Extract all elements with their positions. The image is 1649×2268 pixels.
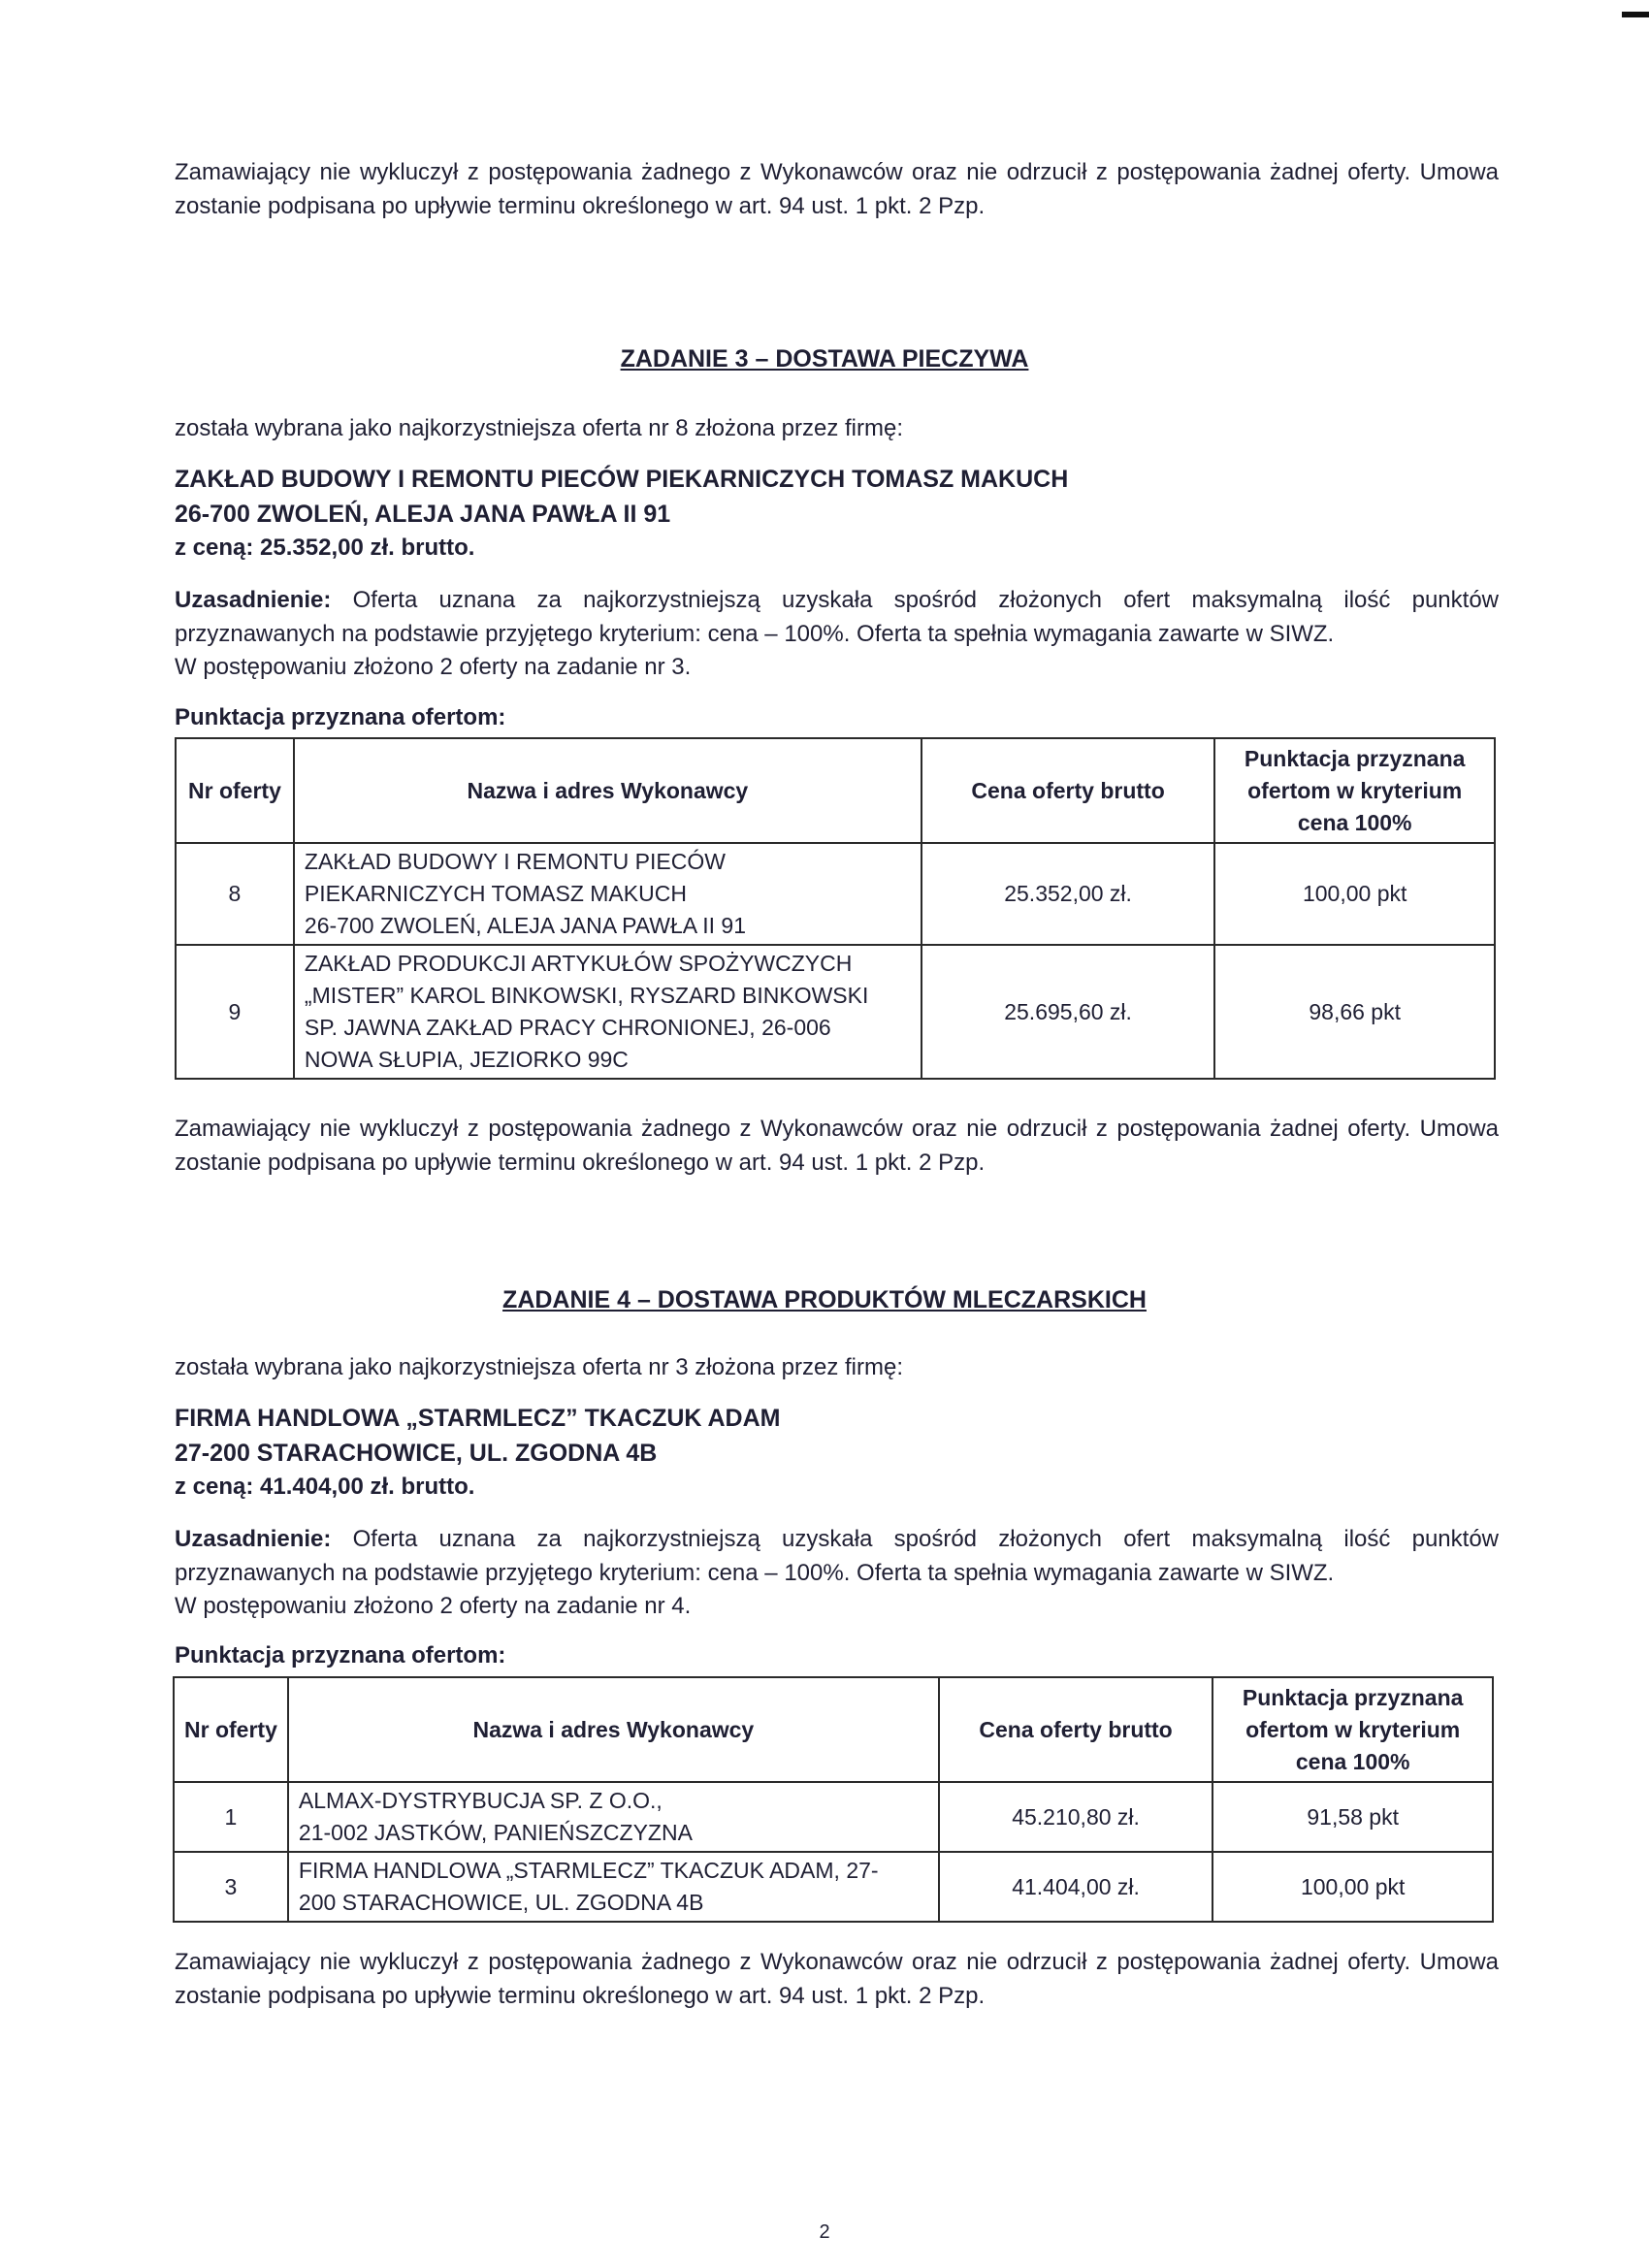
contractor-line: SP. JAWNA ZAKŁAD PRACY CHRONIONEJ, 26-006 xyxy=(304,1015,831,1040)
scan-corner-mark xyxy=(1622,12,1649,17)
task-3-justification-label: Uzasadnienie: xyxy=(175,587,332,613)
task-3-offers-table xyxy=(175,737,1496,1080)
contractor-line: NOWA SŁUPIA, JEZIORKO 99C xyxy=(304,1047,629,1072)
contractor-line: ZAKŁAD BUDOWY I REMONTU PIECÓW xyxy=(304,849,726,874)
offer-contractor xyxy=(294,843,922,945)
contractor-line: 200 STARACHOWICE, UL. ZGODNA 4B xyxy=(298,1890,704,1915)
offer-price: 25.352,00 zł. xyxy=(922,843,1215,945)
contractor-line: 21-002 JASTKÓW, PANIEŃSZCZYZNA xyxy=(298,1820,693,1845)
task-3-justification xyxy=(175,583,1499,651)
contractor-line: ZAKŁAD PRODUKCJI ARTYKUŁÓW SPOŻYWCZYCH xyxy=(304,951,853,976)
intro-paragraph: Zamawiający nie wykluczył z postępowania żadnego z Wykonawców oraz nie odrzucił z postępowania żadnej oferty. Umowa zostanie podpisana po upływie terminu określonego w art. 94 ust. 1 pkt. 2 Pzp. xyxy=(175,159,1499,219)
offer-points: 91,58 pkt xyxy=(1212,1782,1493,1852)
table-row xyxy=(176,843,1495,945)
offer-points: 100,00 pkt xyxy=(1212,1852,1493,1922)
table-header-row xyxy=(174,1677,1493,1782)
task-4-offers-table xyxy=(173,1676,1494,1923)
offer-price: 45.210,80 zł. xyxy=(939,1782,1213,1852)
offer-points: 100,00 pkt xyxy=(1214,843,1495,945)
col-header-price: Cena oferty brutto xyxy=(922,738,1215,843)
task-4-justification-label: Uzasadnienie: xyxy=(175,1526,332,1552)
task-4-price-line: z ceną: 41.404,00 zł. brutto. xyxy=(175,1474,475,1500)
col-header-nr: Nr oferty xyxy=(176,738,294,843)
col-header-price: Cena oferty brutto xyxy=(939,1677,1213,1782)
task-4-table-caption: Punktacja przyznana ofertom: xyxy=(175,1642,506,1669)
task-4-closing-paragraph: Zamawiający nie wykluczył z postępowania żadnego z Wykonawców oraz nie odrzucił z postępowania żadnej oferty. Umowa zostanie podpisana po upływie terminu określonego w art. 94 ust. 1 pkt. 2 Pzp. xyxy=(175,1949,1499,2009)
offer-nr: 3 xyxy=(174,1852,288,1922)
offer-contractor xyxy=(288,1782,939,1852)
task-3-firm-name: ZAKŁAD BUDOWY I REMONTU PIECÓW PIEKARNICZYCH TOMASZ MAKUCH xyxy=(175,466,1069,493)
contractor-line: ALMAX-DYSTRYBUCJA SP. Z O.O., xyxy=(298,1788,663,1813)
contractor-line: „MISTER” KAROL BINKOWSKI, RYSZARD BINKOWSKI xyxy=(304,983,869,1008)
col-header-name: Nazwa i adres Wykonawcy xyxy=(288,1677,939,1782)
contractor-line: 26-700 ZWOLEŃ, ALEJA JANA PAWŁA II 91 xyxy=(304,913,746,938)
offer-points: 98,66 pkt xyxy=(1214,945,1495,1079)
task-3-justification-text: Oferta uznana za najkorzystniejszą uzyskała spośród złożonych ofert maksymalną ilość punktów przyznawanych na podstawie przyjętego kryterium: cena – 100%. Oferta ta spełnia wymagania zawarte w SIWZ. xyxy=(175,587,1500,647)
col-header-nr: Nr oferty xyxy=(174,1677,288,1782)
offer-contractor xyxy=(288,1852,939,1922)
task-4-justification xyxy=(175,1522,1499,1590)
task-4-selected-text: została wybrana jako najkorzystniejsza oferta nr 3 złożona przez firmę: xyxy=(175,1354,904,1380)
offer-price: 25.695,60 zł. xyxy=(922,945,1215,1079)
task-4-firm-name: FIRMA HANDLOWA „STARMLECZ” TKACZUK ADAM xyxy=(175,1405,781,1432)
task-3-table-caption: Punktacja przyznana ofertom: xyxy=(175,704,506,730)
task-3-closing-paragraph: Zamawiający nie wykluczył z postępowania żadnego z Wykonawców oraz nie odrzucił z postępowania żadnej oferty. Umowa zostanie podpisana po upływie terminu określonego w art. 94 ust. 1 pkt. 2 Pzp. xyxy=(175,1116,1499,1176)
col-header-name: Nazwa i adres Wykonawcy xyxy=(294,738,922,843)
task-3-price-line: z ceną: 25.352,00 zł. brutto. xyxy=(175,535,475,561)
task-3-heading: ZADANIE 3 – DOSTAWA PIECZYWA xyxy=(620,345,1029,373)
task-3-offers-count: W postępowaniu złożono 2 oferty na zadanie nr 3. xyxy=(175,654,692,680)
table-row xyxy=(174,1852,1493,1922)
task-3-firm-address: 26-700 ZWOLEŃ, ALEJA JANA PAWŁA II 91 xyxy=(175,501,671,528)
offer-contractor xyxy=(294,945,922,1079)
offer-nr: 9 xyxy=(176,945,294,1079)
task-4-heading: ZADANIE 4 – DOSTAWA PRODUKTÓW MLECZARSKICH xyxy=(502,1286,1147,1313)
task-3-selected-text: została wybrana jako najkorzystniejsza oferta nr 8 złożona przez firmę: xyxy=(175,415,904,441)
task-4-justification-text: Oferta uznana za najkorzystniejszą uzyskała spośród złożonych ofert maksymalną ilość punktów przyznawanych na podstawie przyjętego kryterium: cena – 100%. Oferta ta spełnia wymagania zawarte w SIWZ. xyxy=(175,1526,1500,1586)
offer-nr: 1 xyxy=(174,1782,288,1852)
task-4-offers-count: W postępowaniu złożono 2 oferty na zadanie nr 4. xyxy=(175,1593,692,1619)
offer-nr: 8 xyxy=(176,843,294,945)
contractor-line: PIEKARNICZYCH TOMASZ MAKUCH xyxy=(304,881,687,906)
offer-price: 41.404,00 zł. xyxy=(939,1852,1213,1922)
contractor-line: FIRMA HANDLOWA „STARMLECZ” TKACZUK ADAM, 27- xyxy=(298,1858,879,1883)
table-header-row xyxy=(176,738,1495,843)
table-row xyxy=(176,945,1495,1079)
page-number: 2 xyxy=(819,2221,830,2243)
col-header-points: Punktacja przyznana ofertom w kryterium cena 100% xyxy=(1212,1677,1493,1782)
col-header-points: Punktacja przyznana ofertom w kryterium cena 100% xyxy=(1214,738,1495,843)
table-row xyxy=(174,1782,1493,1852)
task-4-firm-address: 27-200 STARACHOWICE, UL. ZGODNA 4B xyxy=(175,1440,658,1467)
